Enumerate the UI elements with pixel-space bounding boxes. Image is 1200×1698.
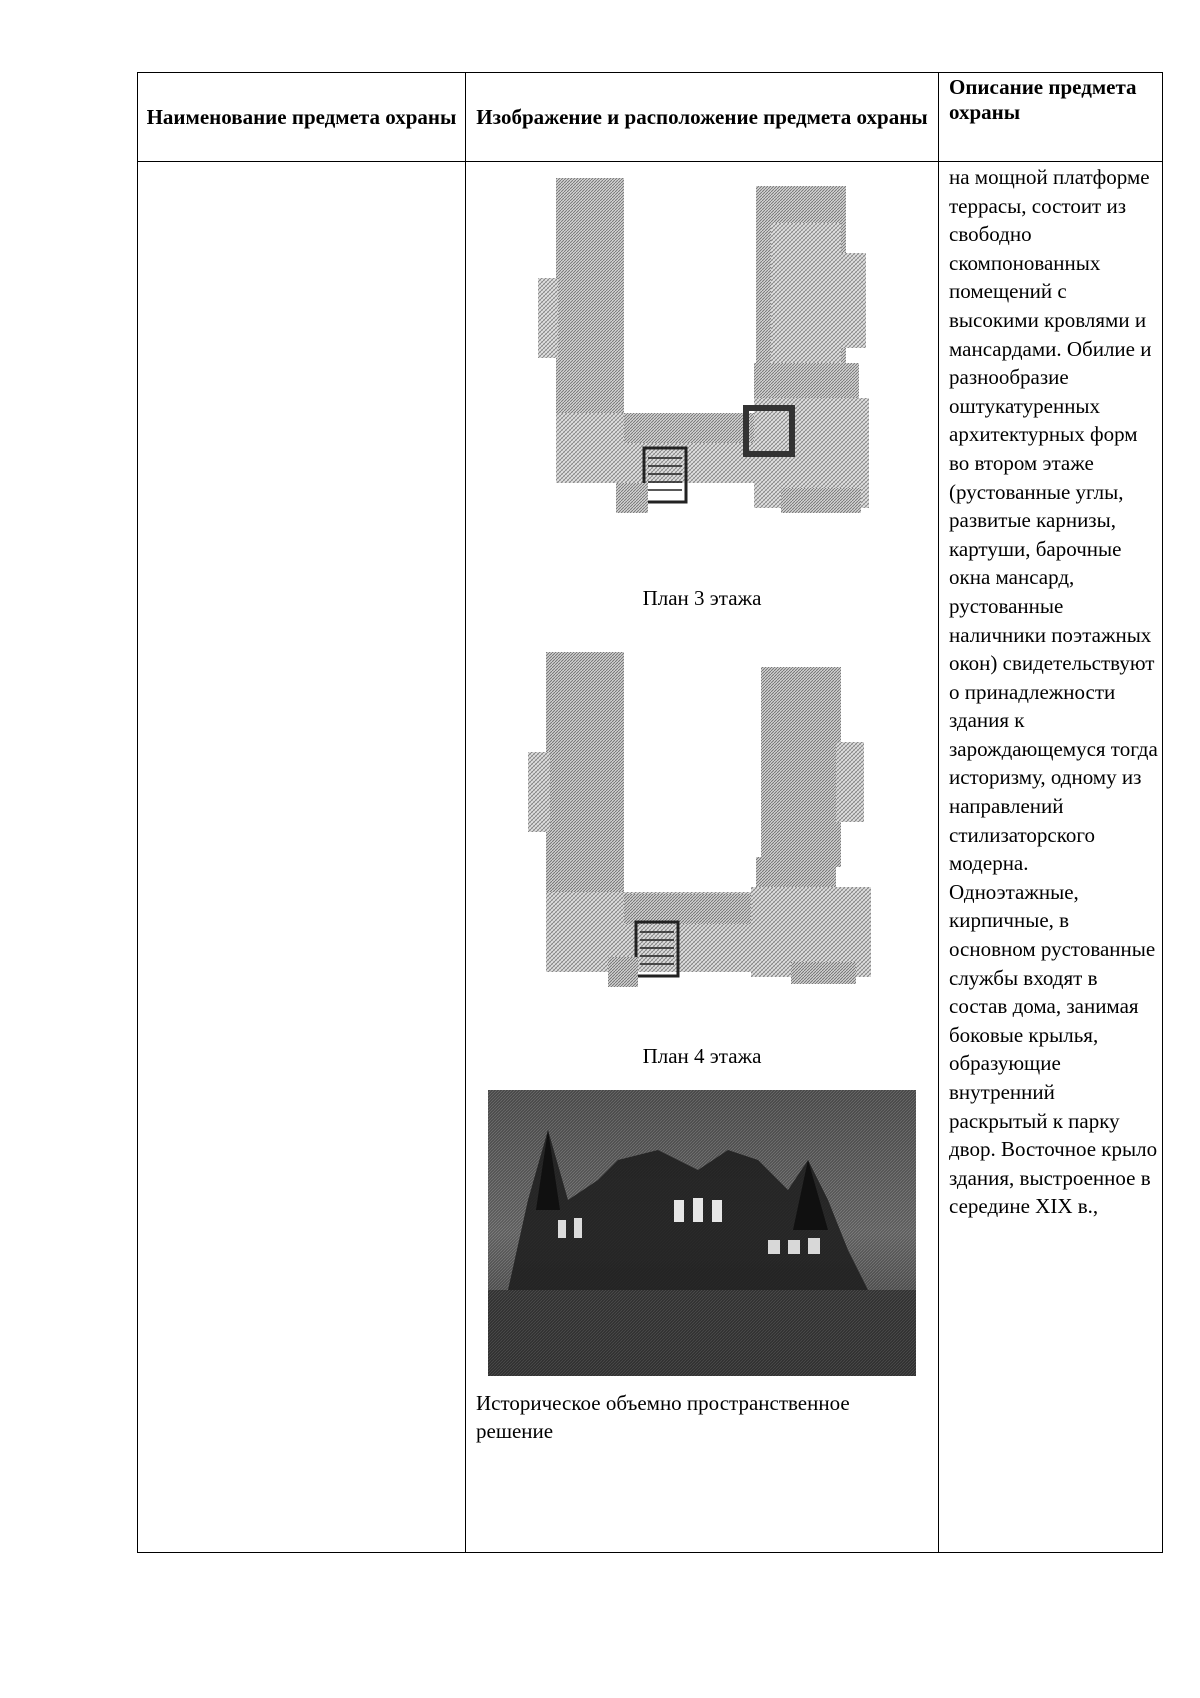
table-header-row	[138, 73, 1163, 162]
header-image-location: Изображение и расположение предмета охраны	[466, 73, 939, 162]
description-cell: на мощной платформе террасы, состоит из свободно скомпонованных помещений с высокими кровлями и мансардами. Обилие и разнообразие оштукатуренных архитектурных форм во втором этаже (рустованные углы, развитые карнизы, картуши, барочные окна мансард, рустованные наличники поэтажных окон) свидетельствуют о принадлежности здания к зарождающемуся тогда историзму, одному из направлений стилизаторского модерна. Одноэтажные, кирпичные, в основном рустованные службы входят в состав дома, занимая боковые крылья, образующие внутренний раскрытый к парку двор. Восточное крыло здания, выстроенное в середине XIX в.,	[939, 162, 1163, 1553]
table-row	[138, 162, 1163, 1553]
floor-plan-3-image	[516, 168, 886, 548]
photo-caption: Историческое объемно пространственное решение	[476, 1391, 850, 1443]
protection-subjects-table	[137, 72, 1163, 1553]
plan3-caption: План 3 этажа	[642, 586, 762, 610]
name-cell	[138, 162, 466, 1553]
floor-plan-4-image	[516, 632, 886, 1032]
historical-photo-image	[488, 1090, 916, 1376]
image-cell	[466, 162, 939, 1553]
header-description: Описание предмета охраны	[939, 73, 1163, 162]
plan4-caption: План 4 этажа	[642, 1044, 762, 1068]
header-name: Наименование предмета охраны	[138, 73, 466, 162]
